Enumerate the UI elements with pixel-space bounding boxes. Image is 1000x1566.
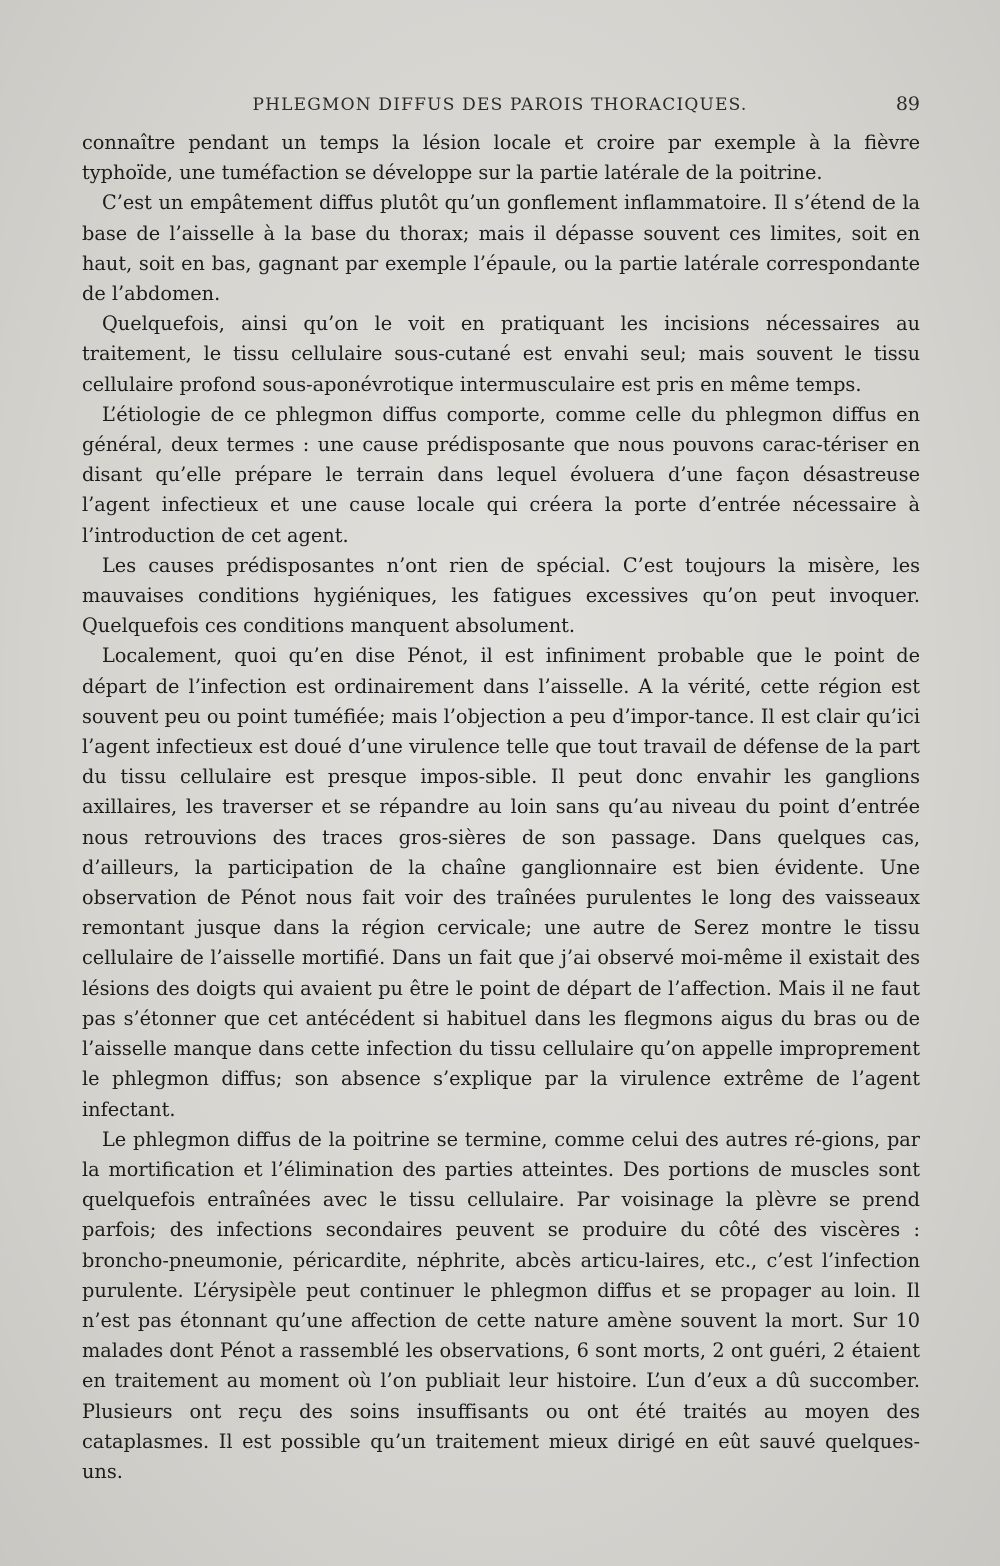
paragraph: L’étiologie de ce phlegmon diffus comporte, comme celle du phlegmon diffus en général, deux termes : une cause prédisposante que nous pouvons carac-tériser en disant qu’elle prépare le terrain dans lequel évoluera d’une façon désastreuse l’agent infectieux et une cause locale qui créera la porte d’entrée nécessaire à l’introduction de cet agent. [82, 402, 920, 547]
paragraph: connaître pendant un temps la lésion locale et croire par exemple à la fièvre typhoïde, une tuméfaction se développe sur la partie latérale de la poitrine. [82, 131, 920, 185]
page-header [80, 93, 920, 121]
paragraph: C’est un empâtement diffus plutôt qu’un gonflement inflammatoire. Il s’étend de la base de l’aisselle à la base du thorax; mais il dépasse souvent ces limites, soit en haut, soit en bas, gagnant par exemple l’épaule, ou la partie latérale correspondante de l’abdomen. [82, 191, 920, 306]
paragraph: Les causes prédisposantes n’ont rien de spécial. C’est toujours la misère, les mauvaises conditions hygiéniques, les fatigues excessives qu’on peut invoquer. Quelquefois ces conditions manquent absolument. [82, 553, 920, 638]
body-text [82, 128, 920, 1487]
paragraph: Localement, quoi qu’en dise Pénot, il est infiniment probable que le point de départ de l’infection est ordinairement dans l’aisselle. A la vérité, cette région est souvent peu ou point tuméfiée; mais l’objection a peu d’impor-tance. Il est clair qu’ici l’agent infectieux est doué d’une virulence telle que tout travail de défense de la part du tissu cellulaire est presque impos-sible. Il peut donc envahir les ganglions axillaires, les traverser et se répandre au loin sans qu’au niveau du point d’entrée nous retrouvions des traces gros-sières de son passage. Dans quelques cas, d’ailleurs, la participation de la chaîne ganglionnaire est bien évidente. Une observation de Pénot nous fait voir des traînées purulentes le long des vaisseaux remontant jusque dans la région cervicale; une autre de Serez montre le tissu cellulaire de l’aisselle mortifié. Dans un fait que j’ai observé moi-même il existait des lésions des doigts qui avaient pu être le point de départ de l’affection. Mais il ne faut pas s’étonner que cet antécédent si habituel dans les flegmons aigus du bras ou de l’aisselle manque dans cette infection du tissu cellulaire qu’on appelle improprement le phlegmon diffus; son absence s’explique par la virulence extrême de l’agent infectant. [82, 644, 920, 1121]
paragraph: Quelquefois, ainsi qu’on le voit en pratiquant les incisions nécessaires au traitement, le tissu cellulaire sous-cutané est envahi seul; mais souvent le tissu cellulaire profond sous-aponévrotique intermusculaire est pris en même temps. [82, 312, 920, 396]
running-head: PHLEGMON DIFFUS DES PAROIS THORACIQUES. [252, 95, 748, 115]
page-number: 89 [895, 93, 920, 115]
paragraph: Le phlegmon diffus de la poitrine se termine, comme celui des autres ré-gions, par la mortification et l’élimination des parties atteintes. Des portions de muscles sont quelquefois entraînées avec le tissu cellulaire. Par voisinage la plèvre se prend parfois; des infections secondaires peuvent se produire du côté des viscères : broncho-pneumonie, péricardite, néphrite, abcès articu-laires, etc., c’est l’infection purulente. L’érysipèle peut continuer le phlegmon diffus et se propager au loin. Il n’est pas étonnant qu’une affection de cette nature amène souvent la mort. Sur 10 malades dont Pénot a rassemblé les observations, 6 sont morts, 2 ont guéri, 2 étaient en traitement au moment où l’on publiait leur histoire. L’un d’eux a dû succomber. Plusieurs ont reçu des soins insuffisants ou ont été traités au moyen des cataplasmes. Il est possible qu’un traitement mieux dirigé en eût sauvé quelques-uns. [82, 1127, 920, 1483]
